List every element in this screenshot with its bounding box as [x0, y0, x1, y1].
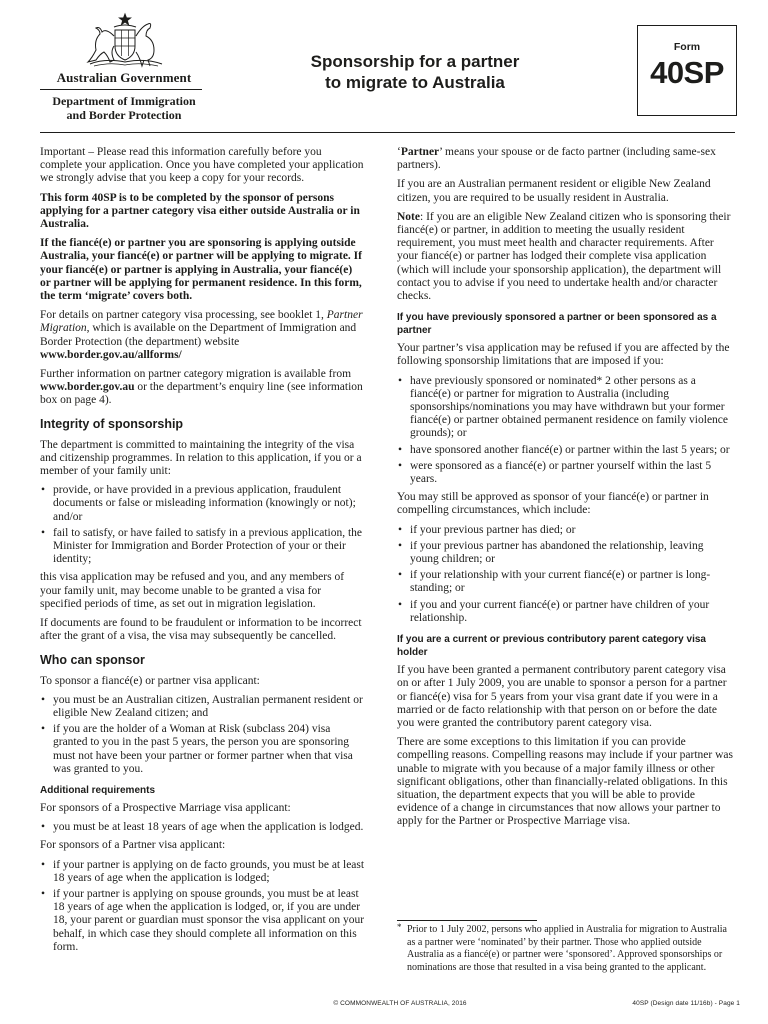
department-line-1: Department of Immigration — [52, 94, 196, 108]
form-number: 40SP — [650, 55, 724, 90]
list-item: • were sponsored as a fiancé(e) or partner yourself within the last 5 years. — [397, 460, 733, 486]
list-item: • fail to satisfy, or have failed to satisfy in a previous application, the Minister for Immigration and Border Protection of your or their identity; — [40, 527, 365, 567]
booklet-title: Partner Migration — [40, 309, 363, 335]
prospective-marriage-paragraph: For sponsors of a Prospective Marriage visa applicant: — [40, 801, 291, 814]
right-column — [397, 146, 733, 835]
form-title — [290, 51, 540, 93]
form-title-line-2: to migrate to Australia — [325, 73, 505, 92]
partner-visa-list — [40, 859, 365, 954]
prospective-marriage-list — [40, 821, 365, 834]
contributory-parent-paragraph-2: There are some exceptions to this limitation if you can provide compelling reasons. Compelling reasons may include if your partner was unable to migrate with you because of a major family illness or other significant obligations, other than financially-related obligations. In this situation, the department expects that you will be able to provide evidence of a change in circumstances that now allows your partner to apply for the Partner or Prospective Marriage visa. — [397, 736, 733, 828]
further-text-a: Further information on partner category migration is available from — [40, 368, 352, 381]
list-item: • if your previous partner has died; or — [397, 524, 733, 537]
integrity-heading: Integrity of sponsorship — [40, 416, 184, 431]
logo-divider — [40, 89, 202, 90]
details-text-b: , which is available on the Department of Immigration and Border Protection (the department) website — [40, 322, 357, 348]
integrity-paragraph-1: The department is committed to maintaining the integrity of the visa and citizenship programmes. In relation to this application, if you or a member of your family unit: — [40, 438, 362, 478]
copyright-notice: © COMMONWEALTH OF AUSTRALIA, 2016 — [333, 1000, 467, 1007]
list-item: • if you and your current fiancé(e) or partner have children of your relationship. — [397, 599, 733, 625]
details-text-a: For details on partner category visa processing, see booklet 1, — [40, 309, 327, 322]
footnote-divider — [397, 920, 537, 921]
list-item: • if your previous partner has abandoned the relationship, leaving young children; or — [397, 540, 733, 566]
previous-sponsorship-heading: If you have previously sponsored a partner or been sponsored as a partner — [397, 312, 717, 337]
who-can-sponsor-paragraph: To sponsor a fiancé(e) or partner visa applicant: — [40, 674, 260, 687]
previous-sponsorship-paragraph-2: You may still be approved as sponsor of your fiancé(e) or partner in compelling circumstances, which include: — [397, 491, 709, 517]
form-purpose-paragraph: This form 40SP is to be completed by the sponsor of persons applying for a partner category visa either outside Australia or in Australia. — [40, 191, 360, 231]
migrate-definition-paragraph: If the fiancé(e) or partner you are sponsoring is applying outside Australia, your fiancé(e) or partner will be applying to migrate. If your fiancé(e) or partner is applying in Australia, your fiancé(e) or partner will be applying for permanent residence. In this form, the term ‘migrate’ covers both. — [40, 237, 362, 303]
footnote-text: Prior to 1 July 2002, persons who applied in Australia for migration to Australia as a partner were ‘nominated’ by their partner. Those who applied outside Australia as a fiancé(e) or partner were ‘sponsored’. Approved sponsorships or nominations are those that resulted in a visa being granted to the applicant. — [407, 924, 727, 973]
contributory-parent-paragraph-1: If you have been granted a permanent contributory parent category visa on or after 1 July 2009, you are unable to sponsor a person for a partner or fiancé(e) visa for 5 years from your visa grant date if you were in a married or de facto relationship with that person on or before the date you were granted the contributory parent category visa. — [397, 664, 727, 729]
previous-sponsorship-paragraph-1: Your partner’s visa application may be refused if you are affected by the following sponsorship limitations that are imposed if you: — [397, 342, 730, 368]
partner-visa-paragraph: For sponsors of a Partner visa applicant: — [40, 839, 226, 852]
list-item: • you must be an Australian citizen, Australian permanent resident or eligible New Zealand citizen; and — [40, 694, 365, 720]
compelling-circumstances-list — [397, 524, 733, 625]
footnote-mark: * — [397, 922, 402, 932]
list-item: • if your relationship with your current fiancé(e) or partner is long-standing; or — [397, 569, 733, 595]
department-line-2: and Border Protection — [66, 108, 182, 122]
list-item: • if your partner is applying on de facto grounds, you must be at least 18 years of age when the application is lodged; — [40, 859, 365, 885]
note-label: Note — [397, 210, 420, 223]
left-column — [40, 146, 365, 959]
note-text: : If you are an eligible New Zealand citizen who is sponsoring their fiancé(e) or partner, in addition to meeting the usually resident requirement, you must meet health and character requirements. After your fiancé(e) or partner has lodged their complete visa application (which will include your sponsorship application), the department will contact you to advise if you need to undertake health and/or character checks. — [397, 210, 731, 303]
note-paragraph — [397, 211, 733, 303]
list-item: • provide, or have provided in a previous application, fraudulent documents or false or misleading information (knowingly or not); and/or — [40, 484, 365, 524]
integrity-paragraph-2: this visa application may be refused and you, and any members of your family unit, may become unable to be granted a visa for specified periods of time, as set out in migration legislation. — [40, 571, 345, 610]
coat-of-arms-logo — [70, 12, 180, 70]
details-paragraph — [40, 309, 365, 362]
form-label: Form — [673, 41, 701, 53]
intro-paragraph: Important – Please read this information carefully before you complete your application. Once you have completed your application we strongly advise that you keep a copy for your records. — [40, 146, 364, 185]
list-item: • you must be at least 18 years of age when the application is lodged. — [40, 821, 365, 834]
form-number-box — [637, 25, 737, 116]
who-can-sponsor-list — [40, 694, 365, 776]
government-name: Australian Government — [56, 70, 192, 85]
allforms-link[interactable]: www.border.gov.au/allforms/ — [40, 348, 182, 361]
further-text-b: or the department’s enquiry line (see information box on page 4). — [40, 381, 363, 407]
list-item: • if your partner is applying on spouse grounds, you must be at least 18 years of age when the application is lodged, or, if you are under 18, your parent or guardian must sponsor the visa applicant on your behalf, in which case they should complete all information on this form. — [40, 888, 365, 954]
border-website-link[interactable]: www.border.gov.au — [40, 381, 135, 394]
further-info-paragraph — [40, 368, 365, 408]
integrity-list — [40, 484, 365, 566]
residency-paragraph: If you are an Australian permanent resident or eligible New Zealand citizen, you are required to be usually resident in Australia. — [397, 178, 711, 204]
header-divider — [40, 132, 735, 133]
footnote — [397, 924, 727, 974]
list-item: • have previously sponsored or nominated* 2 other persons as a fiancé(e) or partner for migration to Australia (including sponsorships/nominations you may have withdrawn but your former fiancé(e) or partner obtained permanent residence on family violence grounds); or — [397, 375, 733, 441]
list-item: • if you are the holder of a Woman at Risk (subclass 204) visa granted to you in the past 5 years, the person you are sponsoring must not have been your partner or former partner when that visa was granted to you. — [40, 723, 365, 776]
additional-requirements-heading: Additional requirements — [40, 784, 156, 796]
partner-term: Partner — [400, 146, 440, 158]
sponsorship-limitations-list — [397, 375, 733, 487]
who-can-sponsor-heading: Who can sponsor — [40, 652, 145, 667]
page-info: 40SP (Design date 11/16b) - Page 1 — [632, 1000, 740, 1007]
partner-definition-text: ’ means your spouse or de facto partner (including same-sex partners). — [397, 146, 716, 172]
integrity-paragraph-3: If documents are found to be fraudulent or information to be incorrect after the grant of a visa, the visa may subsequently be cancelled. — [40, 617, 362, 643]
partner-definition-paragraph: ‘Partner’ means your spouse or de facto partner (including same-sex partners). — [397, 146, 716, 172]
contributory-parent-heading: If you are a current or previous contributory parent category visa holder — [397, 634, 706, 659]
list-item: • have sponsored another fiancé(e) or partner within the last 5 years; or — [397, 444, 733, 457]
form-title-line-1: Sponsorship for a partner — [310, 52, 520, 71]
department-name — [44, 94, 204, 122]
